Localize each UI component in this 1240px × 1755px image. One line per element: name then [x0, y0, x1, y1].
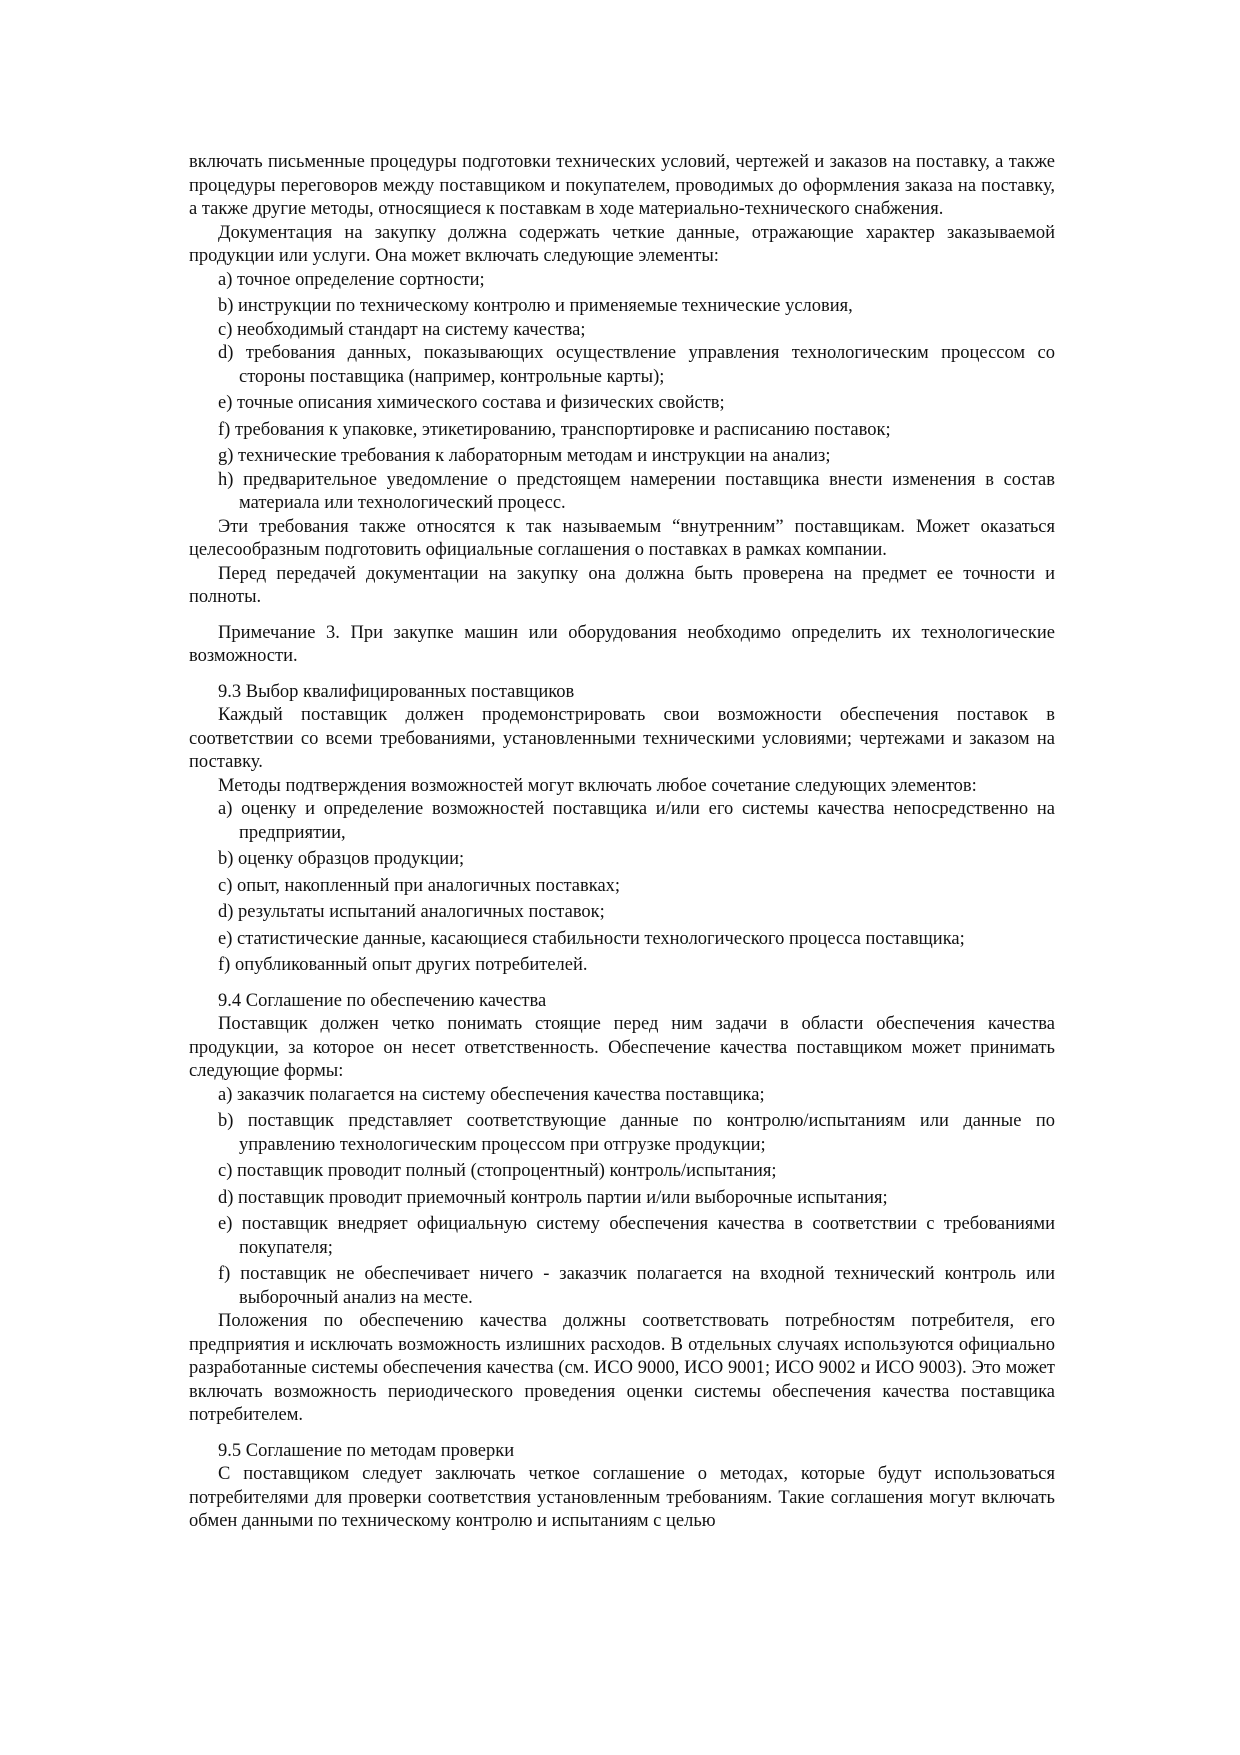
section-heading-9-5: 9.5 Соглашение по методам проверки — [218, 1440, 515, 1461]
list-item: b) оценку образцов продукции; — [218, 849, 465, 869]
list-item: d) требования данных, показывающих осуществление управления технологическим процессом со стороны поставщика (например, контрольные карты); — [218, 343, 1055, 387]
list-item: e) статистические данные, касающиеся стабильности технологического процесса поставщика; — [218, 928, 965, 949]
list-item: b) поставщик представляет соответствующие данные по контролю/испытаниям или данные по управлению технологическим процессом при отгрузке продукции; — [218, 1111, 1055, 1155]
paragraph: включать письменные процедуры подготовки технических условий, чертежей и заказов на поставку, а также процедуры переговоров между поставщиком и покупателем, проводимых до оформления заказа на поставку, а также другие методы, относящиеся к поставкам в ходе материально-технического снабжения. — [189, 152, 1055, 219]
list-item: e) точные описания химического состава и физических свойств; — [218, 393, 725, 413]
list-item: g) технические требования к лабораторным методам и инструкции на анализ; — [218, 446, 831, 466]
paragraph: Эти требования также относятся к так называемым “внутренним” поставщикам. Может оказаться целесообразным подготовить официальные соглашения о поставках в рамках компании. — [189, 516, 1055, 560]
list-item: d) результаты испытаний аналогичных поставок; — [218, 902, 605, 922]
list-item: f) опубликованный опыт других потребителей. — [218, 955, 588, 975]
list-item: h) предварительное уведомление о предстоящем намерении поставщика внести изменения в состав материала или технологический процесс. — [218, 469, 1055, 513]
paragraph: С поставщиком следует заключать четкое соглашение о методах, которые будут использоваться потребителями для проверки соответствия установленным требованиям. Такие соглашения могут включать обмен данными по техническому контролю и испытаниям с целью — [189, 1464, 1055, 1531]
paragraph: Документация на закупку должна содержать четкие данные, отражающие характер заказываемой продукции или услуги. Она может включать следующие элементы: — [189, 222, 1055, 266]
list-item: e) поставщик внедряет официальную систему обеспечения качества в соответствии с требованиями покупателя; — [218, 1214, 1055, 1258]
list-purchasing-elements — [189, 269, 1055, 516]
section-heading-9-4: 9.4 Соглашение по обеспечению качества — [218, 990, 547, 1011]
list-item: c) поставщик проводит полный (стопроцентный) контроль/испытания; — [218, 1161, 777, 1181]
document-page — [189, 151, 1055, 1534]
list-verification-methods — [189, 798, 1055, 978]
note: Примечание 3. При закупке машин или оборудования необходимо определить их технологические возможности. — [189, 622, 1055, 666]
list-quality-assurance-forms — [189, 1084, 1055, 1311]
list-item: c) опыт, накопленный при аналогичных поставках; — [218, 875, 621, 896]
list-item: а) оценку и определение возможностей поставщика и/или его системы качества непосредственно на предприятии, — [218, 799, 1055, 843]
paragraph: Положения по обеспечению качества должны соответствовать потребностям потребителя, его предприятия и исключать возможность излишних расходов. В отдельных случаях используются официально разработанные системы обеспечения качества (см. ИСО 9000, ИСО 9001; ИСО 9002 и ИСО 9003). Это может включать возможность периодического проведения оценки системы обеспечения качества поставщика потребителем. — [189, 1311, 1055, 1425]
paragraph: Перед передачей документации на закупку она должна быть проверена на предмет ее точности и полноты. — [189, 563, 1055, 607]
list-item: d) поставщик проводит приемочный контроль партии и/или выборочные испытания; — [218, 1187, 888, 1208]
list-item: c) необходимый стандарт на систему качества; — [218, 319, 586, 340]
paragraph: Каждый поставщик должен продемонстрировать свои возможности обеспечения поставок в соответствии со всеми требованиями, установленными техническими условиями; чертежами и заказом на поставку. — [189, 705, 1055, 772]
list-item: f) требования к упаковке, этикетированию, транспортировке и расписанию поставок; — [218, 419, 891, 440]
list-item: b) инструкции по техническому контролю и применяемые технические условия, — [218, 296, 853, 316]
section-heading-9-3: 9.3 Выбор квалифицированных поставщиков — [218, 681, 575, 702]
paragraph: Методы подтверждения возможностей могут включать любое сочетание следующих элементов: — [218, 775, 977, 796]
paragraph: Поставщик должен четко понимать стоящие перед ним задачи в области обеспечения качества продукции, за которое он несет ответственность. Обеспечение качества поставщиком может принимать следующие формы: — [189, 1014, 1055, 1081]
list-item: f) поставщик не обеспечивает ничего - заказчик полагается на входной технический контроль или выборочный анализ на месте. — [218, 1264, 1055, 1308]
list-item: а) точное определение сортности; — [218, 269, 485, 290]
list-item: а) заказчик полагается на систему обеспечения качества поставщика; — [218, 1084, 765, 1105]
